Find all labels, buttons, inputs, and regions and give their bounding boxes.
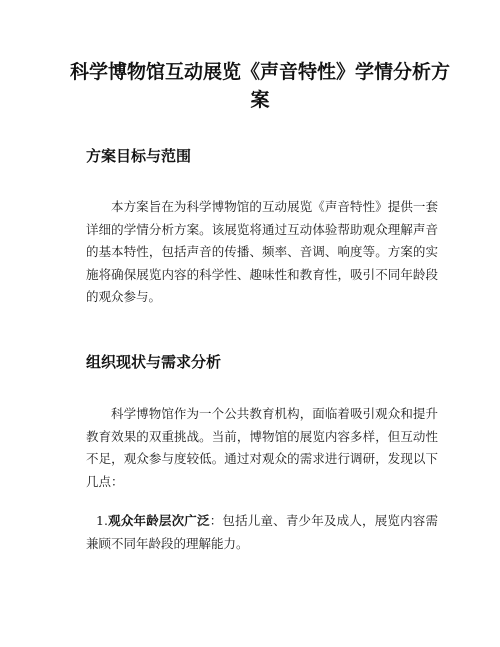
section-goals-paragraph: 本方案旨在为科学博物馆的互动展览《声音特性》提供一套详细的学情分析方案。该展览将通过互动体验帮助观众理解声音的基本特性，包括声音的传播、频率、音调、响度等。方案的实施将确保展览内容的科学性、趣味性和教育性，吸引不同年龄段的观众参与。 [86,199,438,304]
document-title: 科学博物馆互动展览《声音特性》学情分析方案 [70,61,451,111]
list-item-lead: 观众年龄层次广泛 [107,513,210,528]
list-item-number: 1. [96,513,108,528]
section-analysis-paragraph: 科学博物馆作为一个公共教育机构，面临着吸引观众和提升教育效果的双重挑战。当前，博物馆的展览内容多样，但互动性不足，观众参与度较低。通过对观众的需求进行调研，发现以下几点： [86,406,438,489]
list-item [86,510,438,555]
list-item-text: ：包括儿童、青少年及成人，展览内容需兼顾不同年龄段的理解能力。 [86,513,438,551]
section-heading-goals: 方案目标与范围 [86,147,192,165]
section-heading-analysis: 组织现状与需求分析 [86,353,222,371]
